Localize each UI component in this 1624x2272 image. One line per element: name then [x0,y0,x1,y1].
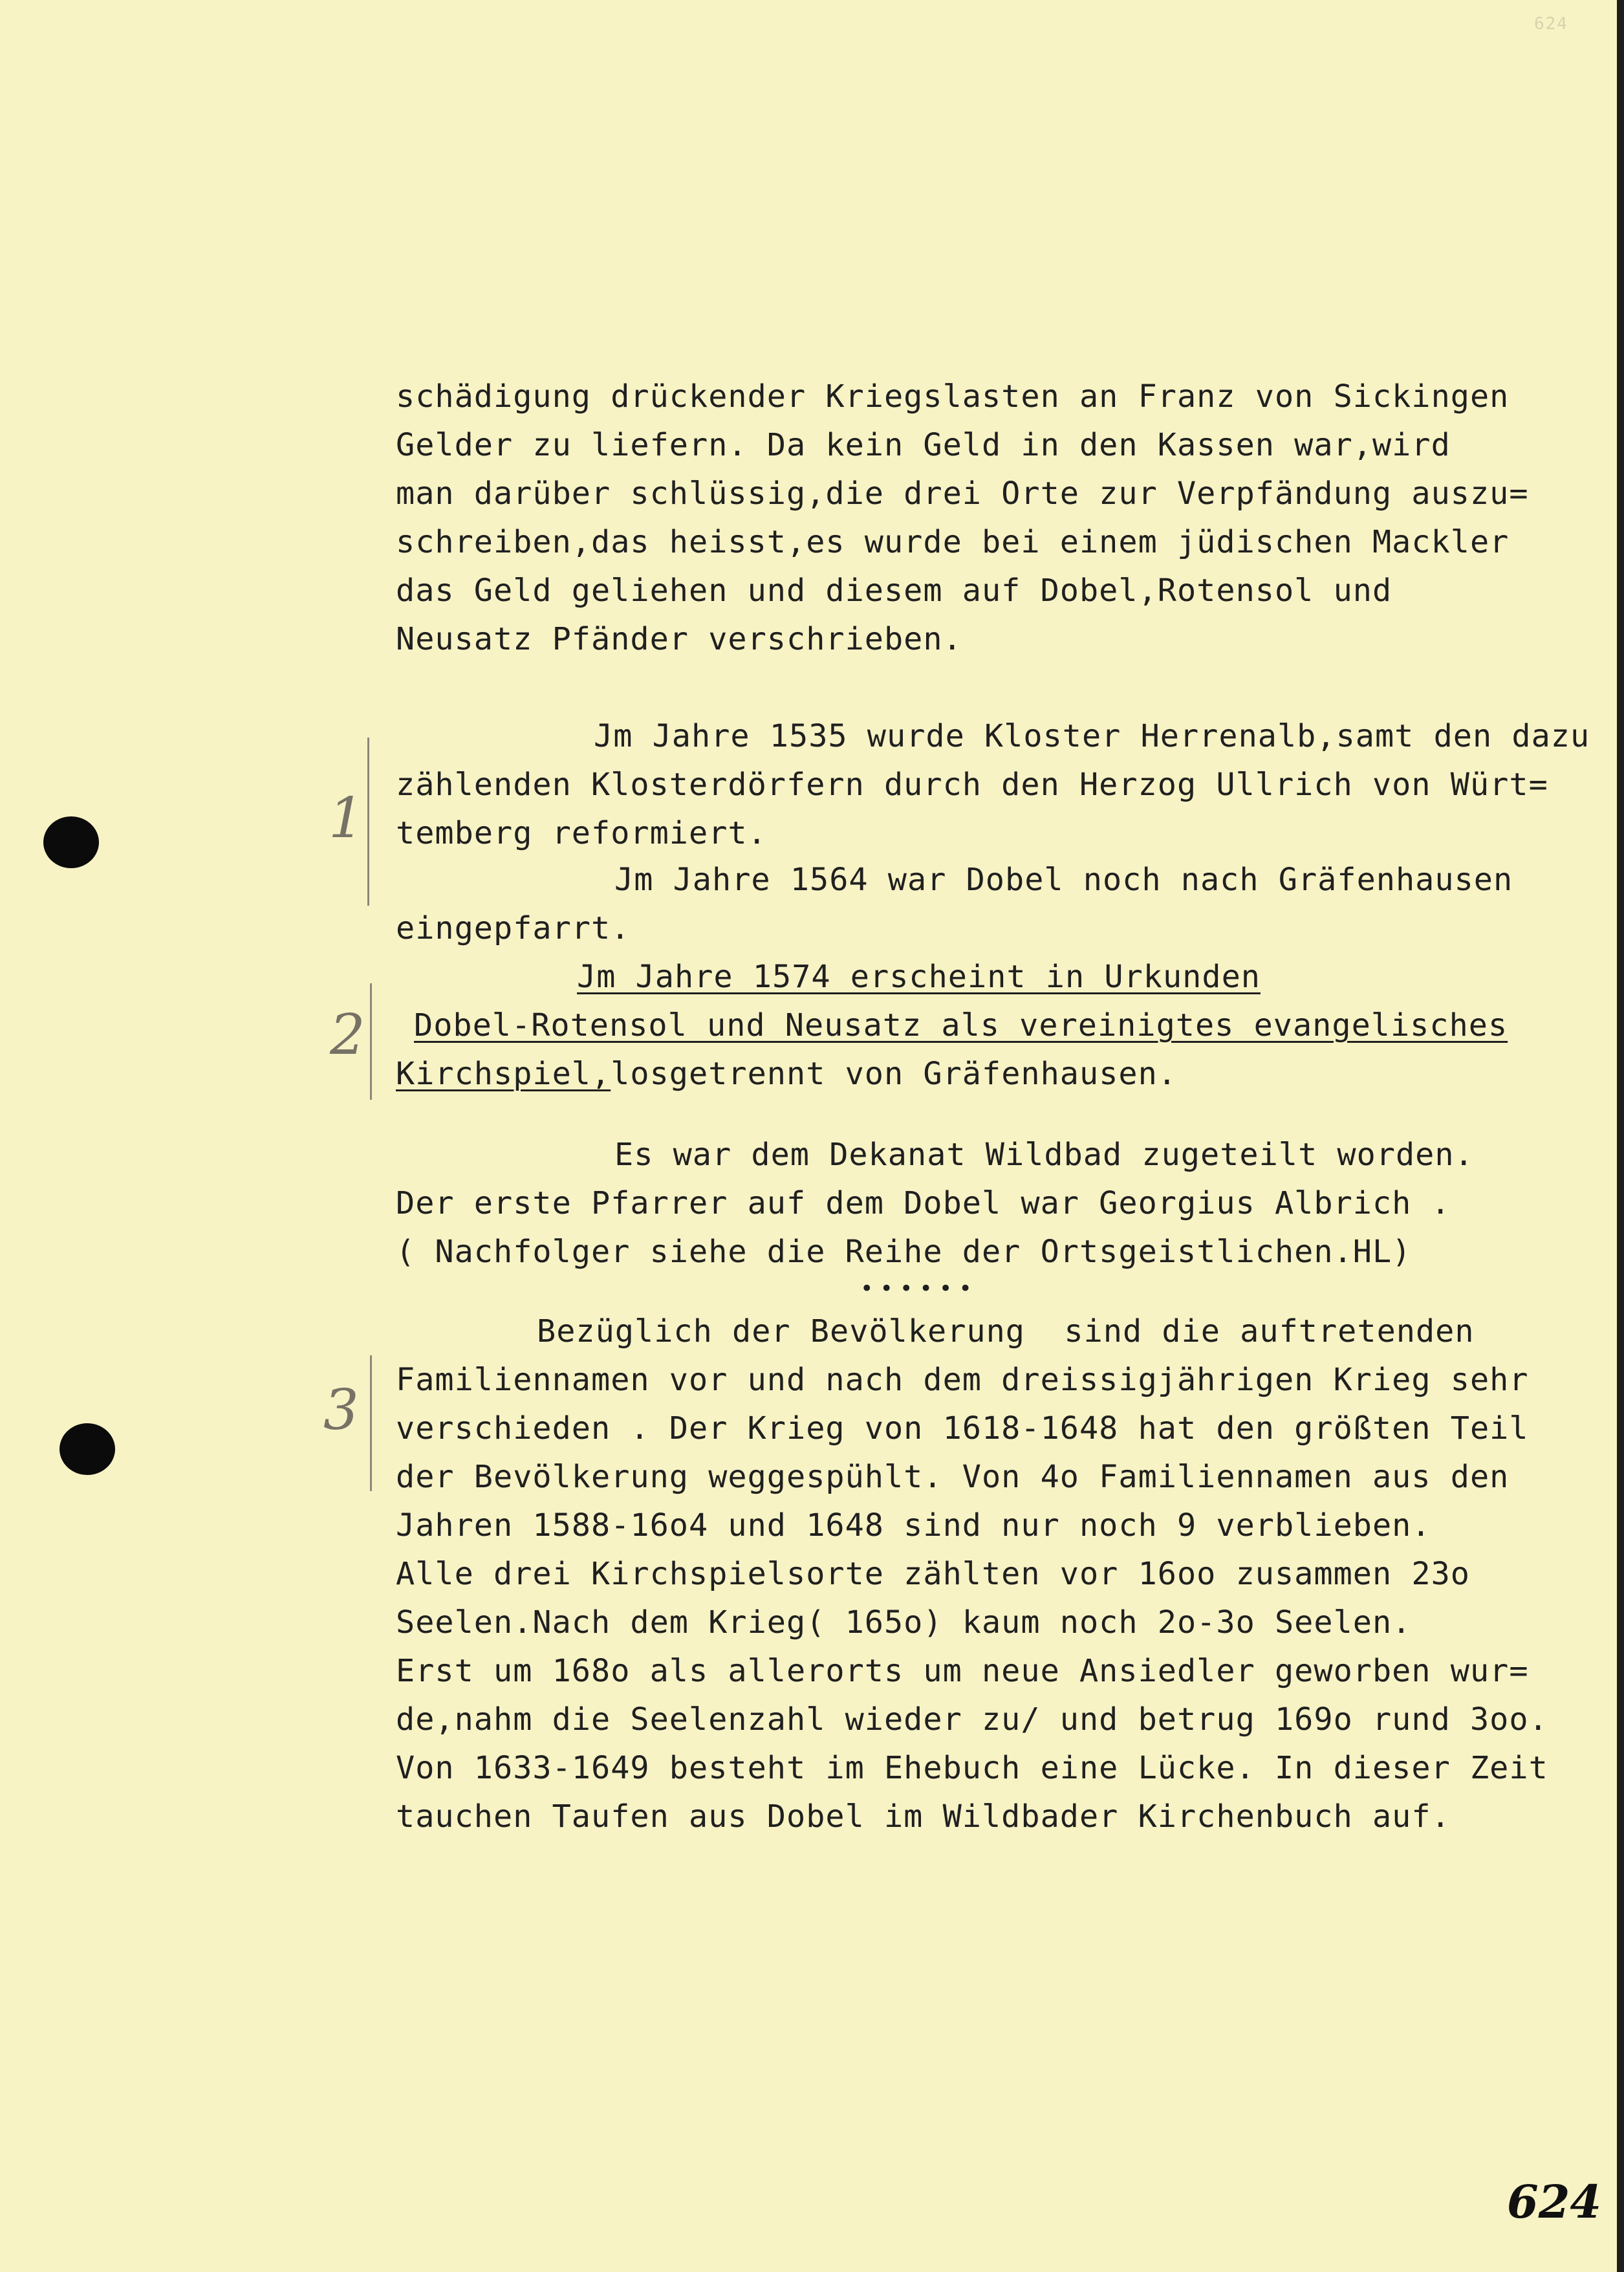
paragraph-5-line-2: Der erste Pfarrer auf dem Dobel war Georgius Albrich . [396,1185,1451,1221]
paragraph-6-line-2: Familiennamen vor und nach dem dreissigjährigen Krieg sehr [396,1362,1529,1398]
paragraph-4-line-3 [396,1054,1177,1093]
paragraph-3-line-2: eingepfarrt. [396,910,631,946]
punch-hole-bottom [60,1423,115,1475]
margin-bracket-2 [370,983,372,1100]
paragraph-1-line-2: Gelder zu liefern. Da kein Geld in den Kassen war,wird [396,427,1451,463]
paragraph-3-line-1: Jm Jahre 1564 war Dobel noch nach Gräfenhausen [614,862,1513,898]
paragraph-2-line-3: temberg reformiert. [396,815,767,851]
paragraph-6-line-4: der Bevölkerung weggespühlt. Von 4o Familiennamen aus den [396,1459,1510,1495]
corner-stamp: 624 [1534,14,1568,34]
paragraph-1-line-5: das Geld geliehen und diesem auf Dobel,Rotensol und [396,573,1392,609]
paragraph-2-line-1: Jm Jahre 1535 wurde Kloster Herrenalb,samt den dazu [594,718,1590,754]
paragraph-4-line-1: Jm Jahre 1574 erscheint in Urkunden [577,959,1261,995]
paragraph-2-line-2: zählenden Klosterdörfern durch den Herzog Ullrich von Würt= [396,767,1548,803]
margin-mark-2: 2 [330,1003,365,1067]
paragraph-1-line-4: schreiben,das heisst,es wurde bei einem jüdischen Mackler [396,524,1510,560]
section-separator: •••••• [860,1276,979,1302]
paragraph-4-underlined-word: Kirchspiel, [396,1056,611,1092]
paragraph-4-tail: losgetrennt von Gräfenhausen. [611,1056,1177,1092]
paragraph-1-line-6: Neusatz Pfänder verschrieben. [396,621,962,657]
folio-number: 624 [1507,2175,1602,2229]
paragraph-5-line-1: Es war dem Dekanat Wildbad zugeteilt worden. [614,1137,1474,1173]
margin-mark-3: 3 [323,1378,359,1443]
margin-bracket-3 [370,1355,372,1491]
paragraph-6-line-6: Alle drei Kirchspielsorte zählten vor 16oo zusammen 23o [396,1556,1470,1592]
paragraph-6-line-9: de,nahm die Seelenzahl wieder zu/ und betrug 169o rund 3oo. [396,1701,1548,1738]
paragraph-6-line-5: Jahren 1588-16o4 und 1648 sind nur noch 9 verblieben. [396,1507,1431,1544]
punch-hole-top [43,816,99,868]
paragraph-1-line-1: schädigung drückender Kriegslasten an Franz von Sickingen [396,378,1510,415]
paragraph-6-line-1: Bezüglich der Bevölkerung sind die auftretenden [537,1313,1475,1349]
paragraph-6-line-8: Erst um 168o als allerorts um neue Ansiedler geworben wur= [396,1653,1529,1689]
margin-bracket-1 [367,737,369,906]
paragraph-6-line-3: verschieden . Der Krieg von 1618-1648 hat den größten Teil [396,1410,1529,1447]
paragraph-6-line-10: Von 1633-1649 besteht im Ehebuch eine Lücke. In dieser Zeit [396,1750,1548,1786]
paragraph-6-line-7: Seelen.Nach dem Krieg( 165o) kaum noch 2o-3o Seelen. [396,1604,1412,1641]
paragraph-6-line-11: tauchen Taufen aus Dobel im Wildbader Kirchenbuch auf. [396,1798,1451,1835]
paragraph-4-line-2: Dobel-Rotensol und Neusatz als vereinigtes evangelisches [414,1007,1508,1043]
paragraph-1-line-3: man darüber schlüssig,die drei Orte zur Verpfändung auszu= [396,475,1529,512]
scan-border [1617,0,1624,2272]
paragraph-5-line-3: ( Nachfolger siehe die Reihe der Ortsgeistlichen.HL) [396,1234,1412,1270]
margin-mark-1: 1 [329,786,364,851]
